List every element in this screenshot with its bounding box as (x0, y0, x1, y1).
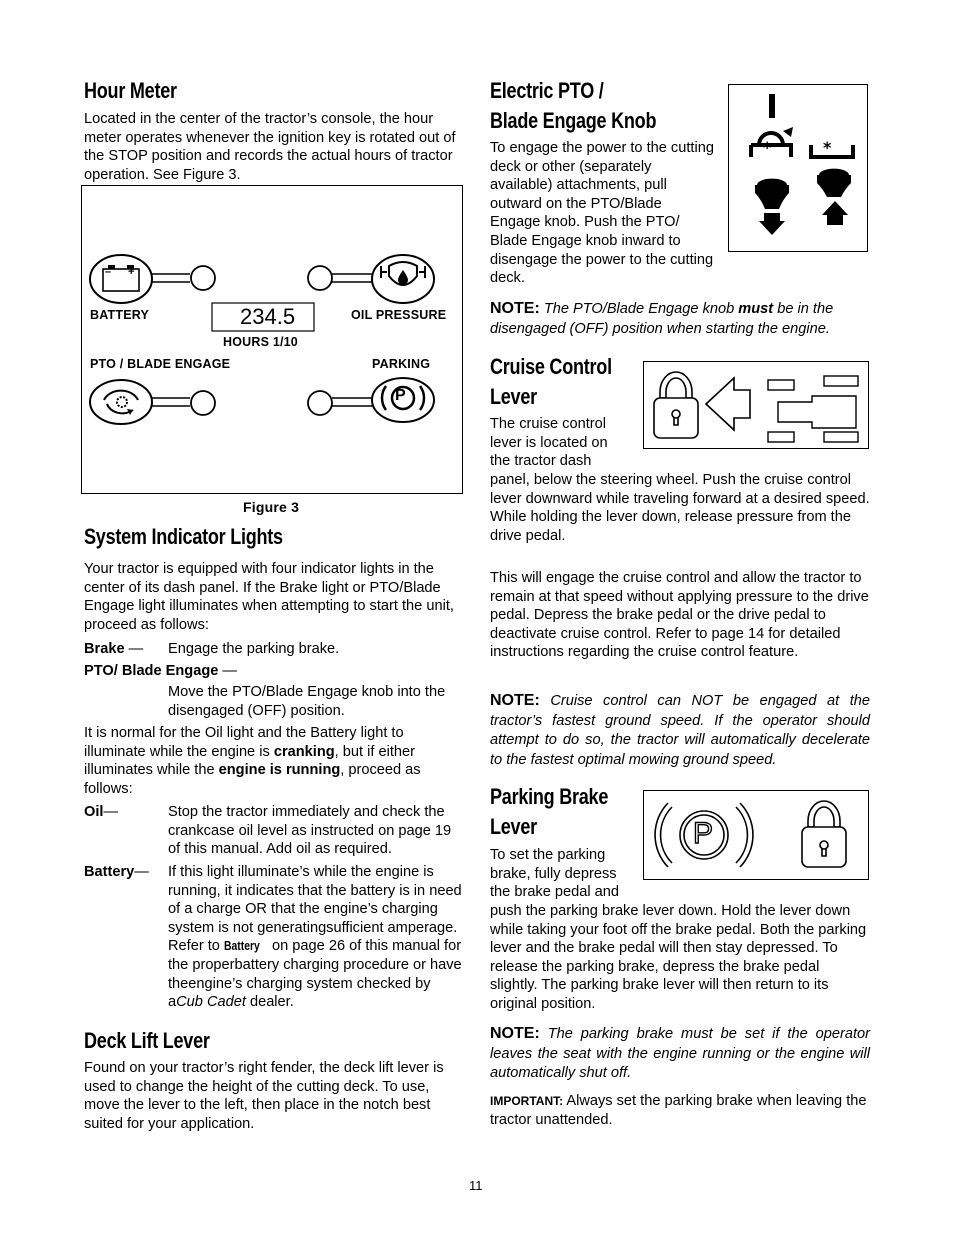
hour-meter-heading: Hour Meter (84, 78, 177, 103)
pto-entry-text: Move the PTO/Blade Engage knob into the disengaged (OFF) position. (168, 684, 446, 719)
pto-indicator (90, 380, 215, 424)
oil-entry-text: Stop the tractor immediately and check the crankcase oil level as instructed on page 19 of this manual. Add oil as required. (168, 804, 452, 858)
svg-text:*: * (823, 138, 832, 157)
oil-entry-term: Oil— (84, 804, 119, 820)
brake-entry: Brake — Engage the parking brake. (84, 641, 340, 657)
oil-pressure-indicator (308, 255, 434, 303)
parking-important: IMPORTANT: Always set the parking brake when leaving the tractor unattended. (490, 1093, 867, 1128)
battery-plus-sign: + (128, 266, 135, 278)
pto-heading-line2: Blade Engage Knob (490, 108, 657, 133)
svg-text:*: * (763, 138, 772, 157)
battery-entry-term: Battery— (84, 864, 149, 880)
parking-heading-line2: Lever (490, 814, 537, 839)
pto-entry: PTO/ Blade Engage — (84, 663, 238, 679)
pto-heading-line1: Electric PTO / (490, 78, 604, 103)
pto-note: NOTE: The PTO/Blade Engage knob must be in the disengaged (OFF) position when starting the engine. (490, 300, 834, 337)
page-number: 11 (469, 1178, 483, 1193)
oil-pressure-label: OIL PRESSURE (351, 308, 447, 322)
parking-brake-icon (644, 791, 868, 879)
cruise-text-narrow: The cruise control lever is located on the tractor dash (490, 416, 608, 470)
parking-heading-line1: Parking Brake (490, 784, 609, 809)
cruise-note: NOTE: Cruise control can NOT be engaged at the tractor’s fastest ground speed. If the operator should attempt to do so, the tractor will automatically decelerate to the fastest optimal mowing ground speed. (490, 692, 870, 768)
parking-text-wide: push the parking brake lever down. Hold the lever down while taking your foot off the brake pedal. Both the parking lever and the brake pedal will then stay depressed. To release the parking brake, depress the brake pedal slightly. The parking brake lever will then return to its original position. (490, 903, 867, 1012)
battery-label: BATTERY (90, 308, 150, 322)
cruise-text-wide: panel, below the steering wheel. Push the cruise control lever downward while traveling forward at a desired speed. While holding the lever down, release pressure from the drive pedal. (490, 472, 870, 544)
pto-knob-illustration (728, 84, 868, 252)
hour-meter-unit-label: HOURS 1/10 (223, 335, 298, 349)
pto-label: PTO / BLADE ENGAGE (90, 357, 231, 371)
parking-text-narrow: To set the parking brake, fully depress the brake pedal and (490, 847, 620, 901)
cruise-heading-line2: Lever (490, 384, 537, 409)
parking-indicator (308, 378, 434, 422)
deck-lift-text: Found on your tractor’s right fender, the deck lift lever is used to change the height of the cutting deck. To use, move the lever to the left, then place in the notch best suited for your application. (84, 1060, 444, 1132)
normal-lights-text: It is normal for the Oil light and the Battery light to illuminate while the engine is cranking, but if either illuminates while the engine is running, proceed as follows: (84, 725, 421, 797)
battery-entry-text: If this light illuminate’s while the engine is running, it indicates that the battery is in need of a charge OR that the engine’s charging system is not generatingsufficient amperage. Refer to Battery on page 26 of this manual for the properbattery charging procedure or have theengine’s charging system checked by aCub Cadet dealer. (168, 864, 462, 1011)
deck-lift-heading: Deck Lift Lever (84, 1028, 210, 1053)
parking-p-glyph: P (395, 387, 406, 404)
figure-3-caption: Figure 3 (243, 499, 300, 515)
hour-meter-text: Located in the center of the tractor’s console, the hour meter operates whenever the ignition key is rotated out of the STOP position and records the actual hours of tractor operation. See Figure 3. (84, 111, 456, 183)
system-lights-intro: Your tractor is equipped with four indicator lights in the center of its dash panel. If the Brake light or PTO/Blade Engage light illuminates when attempting to start the unit, proceed as follows: (84, 561, 454, 633)
battery-minus-sign: – (105, 266, 112, 278)
cruise-lever-icon (644, 362, 868, 448)
cruise-illustration (643, 361, 869, 449)
parking-label: PARKING (372, 357, 431, 371)
system-lights-heading: System Indicator Lights (84, 524, 283, 549)
pto-text: To engage the power to the cutting deck or other (separately available) attachments, pull outward on the PTO/Blade Engage knob. Push the PTO/ Blade Engage knob inward to disengage the power to the cutting deck. (490, 140, 714, 287)
figure-3-panel (81, 185, 463, 494)
parking-note: NOTE: The parking brake must be set if the operator leaves the seat with the engine running or the engine will automatically shut off. (490, 1025, 870, 1081)
parking-illustration (643, 790, 869, 880)
cruise-text-2: This will engage the cruise control and allow the tractor to remain at that speed without applying pressure to the drive pedal. Depress the brake pedal or the drive pedal to deactivate cruise control. Refer to page 14 for detailed instructions regarding the cruise control feature. (490, 570, 869, 661)
hour-meter-value: 234.5 (240, 304, 296, 329)
parking-p-symbol: P (693, 817, 714, 850)
pto-knob-icon (729, 85, 867, 251)
cruise-heading-line1: Cruise Control (490, 354, 612, 379)
